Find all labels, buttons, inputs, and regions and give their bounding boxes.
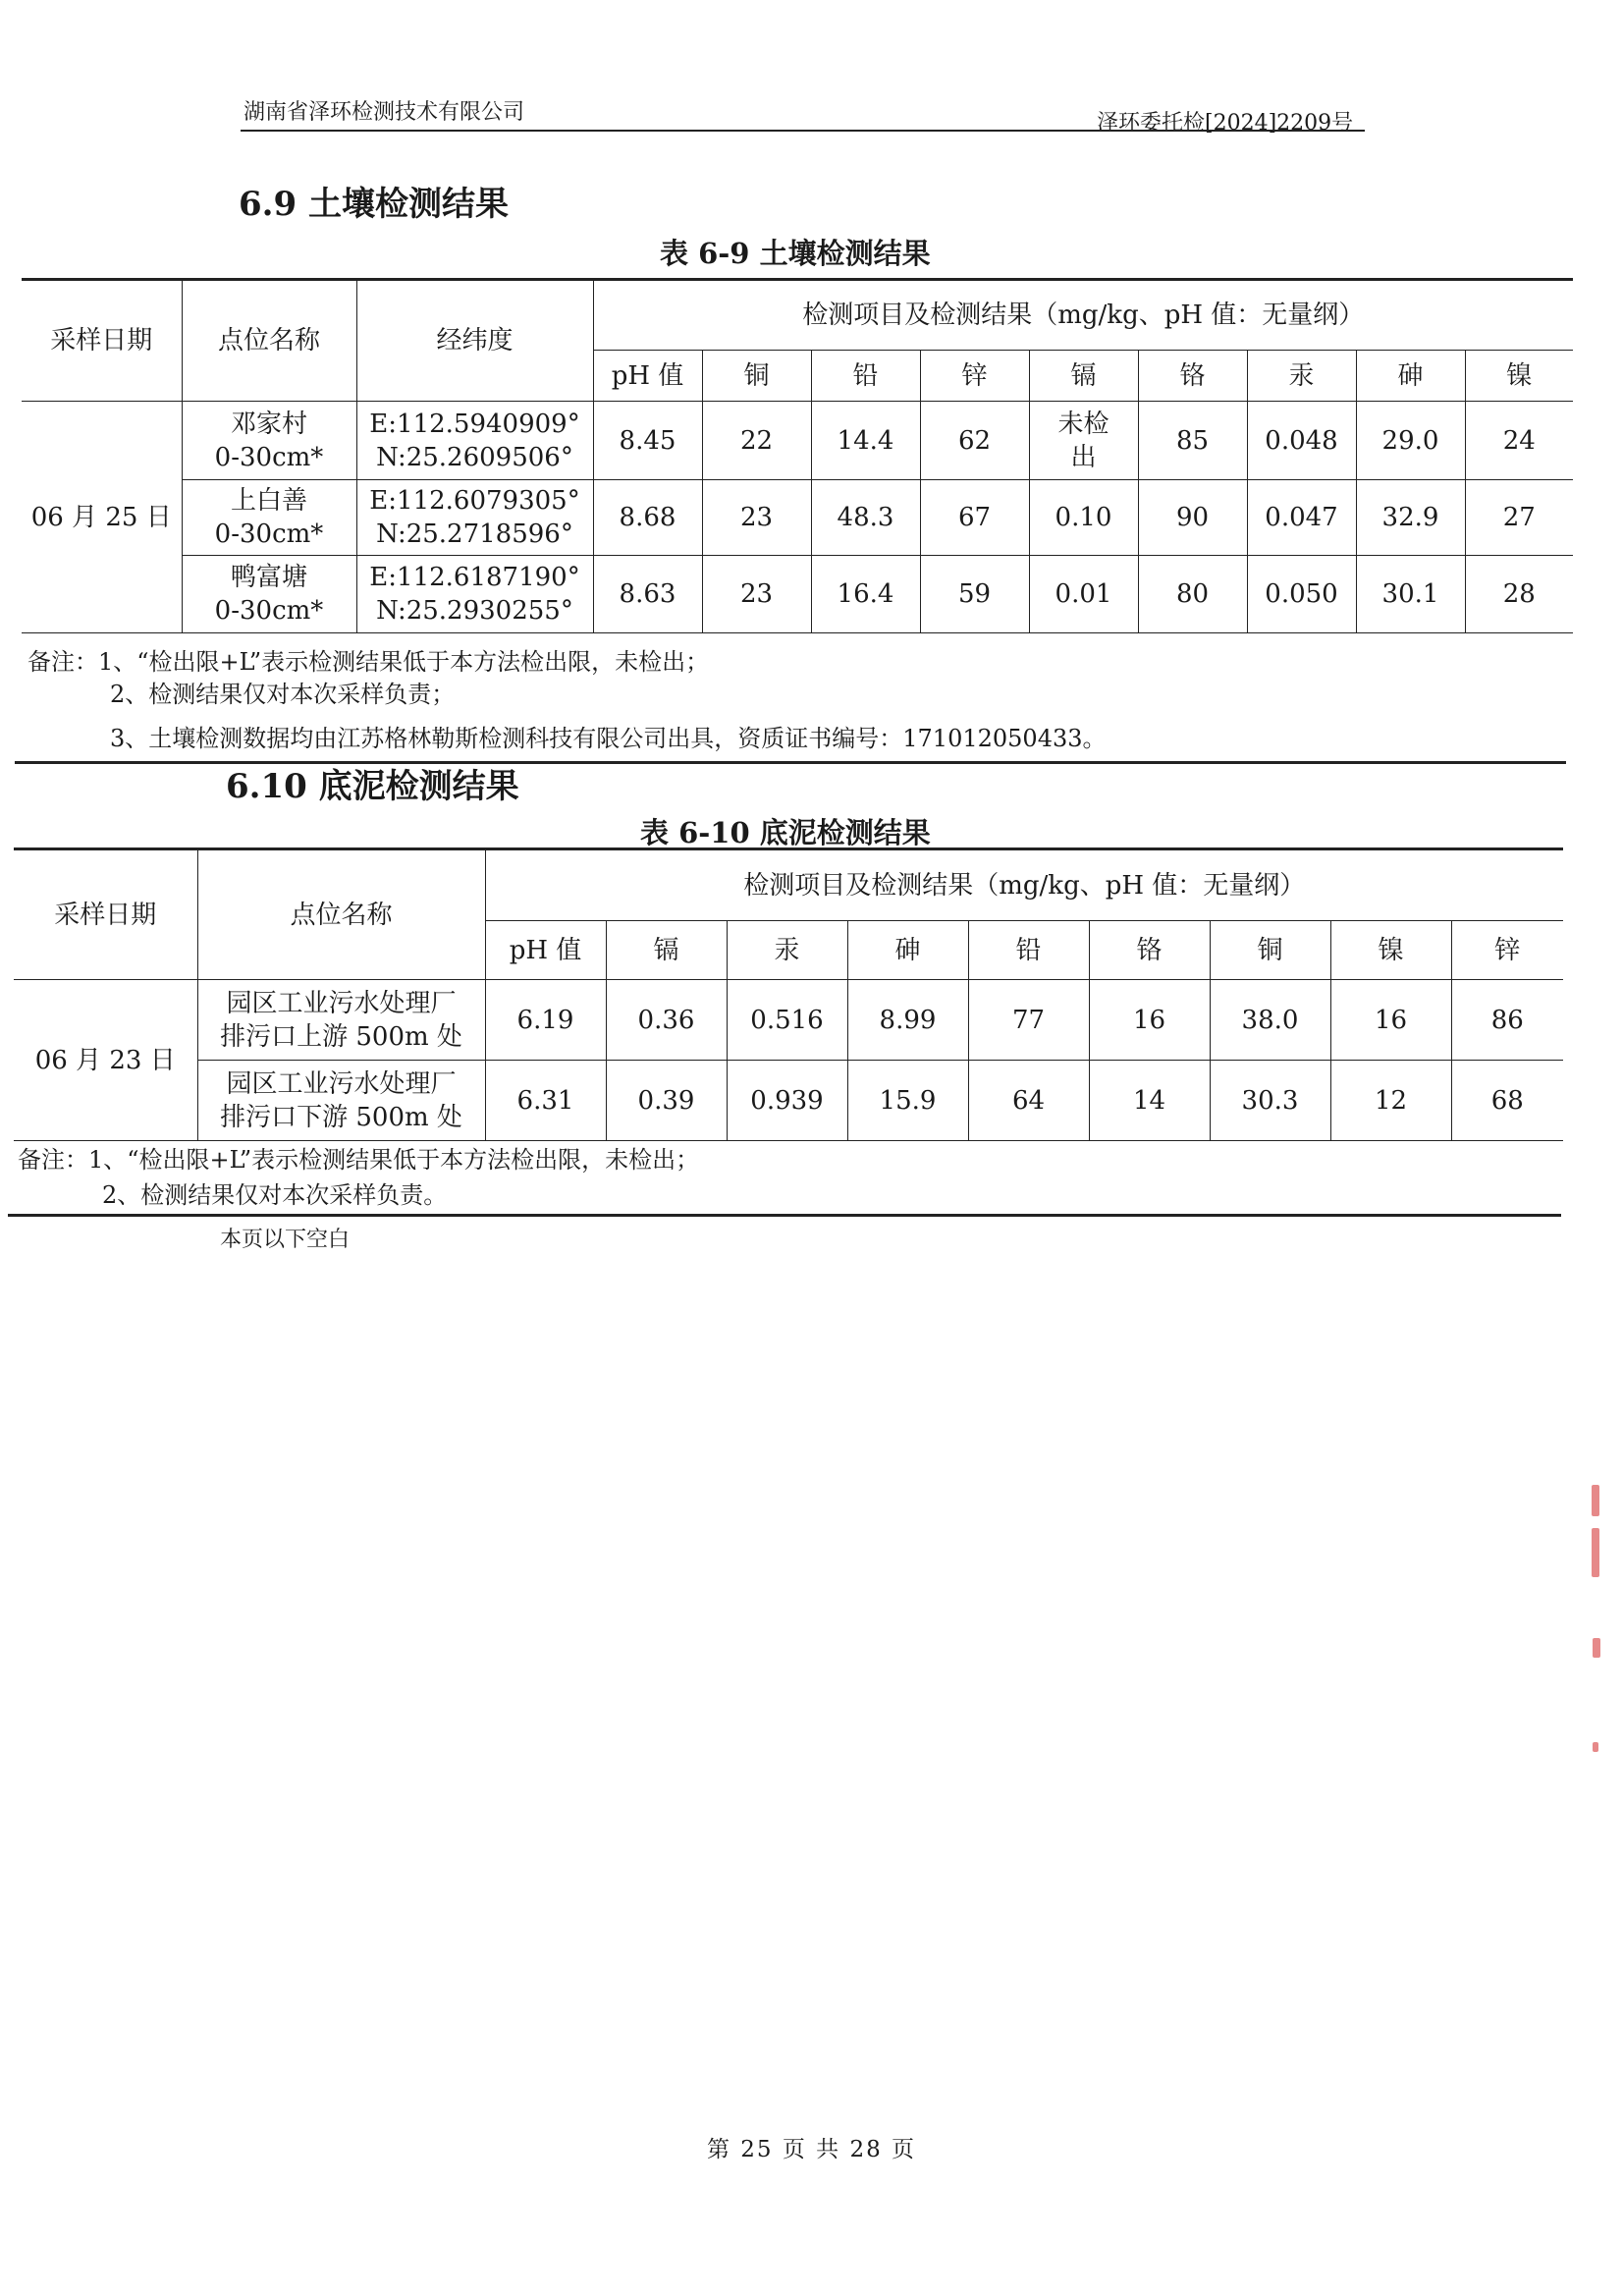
sediment-value: 8.99 [847,980,968,1061]
sediment-note-1: 备注：1、“检出限+L”表示检测结果低于本方法检出限，未检出； [18,1146,700,1174]
sediment-table-caption: 表 6-10 底泥检测结果 [640,816,931,849]
soil-note-2: 2、检测结果仅对本次采样负责； [110,681,456,708]
soil-value: 22 [702,402,811,480]
table-row [14,980,1563,1061]
sediment-note-2: 2、检测结果仅对本次采样负责。 [102,1181,448,1209]
soil-value: 80 [1138,556,1247,633]
soil-header-group: 检测项目及检测结果（mg/kg、pH 值：无量纲） [593,281,1573,351]
sediment-value: 38.0 [1210,980,1330,1061]
soil-point-cell: 邓家村 0-30cm* [182,402,356,480]
sediment-bottom-rule [8,1214,1561,1217]
sediment-value: 0.516 [727,980,847,1061]
soil-value: 85 [1138,402,1247,480]
report-number: 泽环委托检[2024]2209号 [1097,111,1354,136]
soil-item-header: 铅 [811,351,920,402]
seal-fragment [1592,1485,1599,1516]
table-row [22,480,1573,556]
sediment-date-cell: 06 月 23 日 [14,980,197,1141]
sediment-item-header: 镍 [1330,921,1451,980]
soil-note-3: 3、土壤检测数据均由江苏格林勒斯检测科技有限公司出具，资质证书编号：171012050433。 [110,725,1107,752]
sediment-item-header: 铅 [968,921,1089,980]
soil-item-header: 镍 [1465,351,1573,402]
soil-value: 90 [1138,480,1247,556]
blank-page-note: 本页以下空白 [220,1228,351,1252]
sediment-table [14,849,1563,1141]
seal-fragment [1593,1742,1598,1752]
soil-coord-cell: E:112.5940909° N:25.2609506° [356,402,593,480]
soil-header-coord: 经纬度 [356,281,593,402]
soil-item-header: 锌 [920,351,1029,402]
sediment-point-cell: 园区工业污水处理厂 排污口下游 500m 处 [197,1061,485,1141]
soil-table [22,280,1573,633]
soil-point-cell: 上白善 0-30cm* [182,480,356,556]
sediment-item-header: 汞 [727,921,847,980]
soil-value: 48.3 [811,480,920,556]
table-row [22,402,1573,480]
soil-value: 0.10 [1029,480,1138,556]
soil-value: 23 [702,480,811,556]
sediment-section-title: 6.10 底泥检测结果 [226,767,519,806]
soil-value: 30.1 [1356,556,1465,633]
sediment-value: 0.939 [727,1061,847,1141]
soil-header-date: 采样日期 [22,281,182,402]
sediment-header-point: 点位名称 [197,850,485,980]
soil-section-title: 6.9 土壤检测结果 [239,185,509,224]
table-row [14,1061,1563,1141]
header-divider [241,130,1365,132]
sediment-item-header: 铬 [1089,921,1210,980]
soil-value: 0.047 [1247,480,1356,556]
soil-value: 67 [920,480,1029,556]
soil-item-header: pH 值 [593,351,702,402]
soil-point-cell: 鸭富塘 0-30cm* [182,556,356,633]
sediment-value: 16 [1330,980,1451,1061]
soil-coord-cell: E:112.6187190° N:25.2930255° [356,556,593,633]
soil-value: 0.01 [1029,556,1138,633]
seal-fragment [1592,1528,1599,1577]
soil-value: 24 [1465,402,1573,480]
soil-header-point: 点位名称 [182,281,356,402]
sediment-value: 15.9 [847,1061,968,1141]
soil-value: 16.4 [811,556,920,633]
sediment-value: 14 [1089,1061,1210,1141]
soil-item-header: 铜 [702,351,811,402]
sediment-item-header: 锌 [1451,921,1563,980]
page-number: 第 25 页 共 28 页 [706,2137,917,2162]
soil-item-header: 镉 [1029,351,1138,402]
soil-value: 27 [1465,480,1573,556]
sediment-value: 86 [1451,980,1563,1061]
soil-value: 0.050 [1247,556,1356,633]
soil-value: 23 [702,556,811,633]
soil-value: 32.9 [1356,480,1465,556]
soil-value: 8.63 [593,556,702,633]
soil-value: 14.4 [811,402,920,480]
company-name: 湖南省泽环检测技术有限公司 [243,100,525,125]
sediment-value: 30.3 [1210,1061,1330,1141]
sediment-value: 64 [968,1061,1089,1141]
sediment-item-header: 铜 [1210,921,1330,980]
soil-value: 62 [920,402,1029,480]
sediment-item-header: 镉 [606,921,727,980]
sediment-value: 16 [1089,980,1210,1061]
soil-coord-cell: E:112.6079305° N:25.2718596° [356,480,593,556]
sediment-value: 0.39 [606,1061,727,1141]
sediment-value: 77 [968,980,1089,1061]
sediment-point-cell: 园区工业污水处理厂 排污口上游 500m 处 [197,980,485,1061]
soil-date-cell: 06 月 25 日 [22,402,182,633]
sediment-value: 6.19 [485,980,606,1061]
seal-fragment [1593,1638,1600,1658]
soil-value: 未检出 [1029,402,1138,480]
soil-item-header: 铬 [1138,351,1247,402]
soil-value: 8.45 [593,402,702,480]
soil-item-header: 砷 [1356,351,1465,402]
sediment-header-date: 采样日期 [14,850,197,980]
sediment-value: 6.31 [485,1061,606,1141]
soil-table-caption: 表 6-9 土壤检测结果 [660,237,931,270]
sediment-value: 0.36 [606,980,727,1061]
soil-item-header: 汞 [1247,351,1356,402]
sediment-item-header: 砷 [847,921,968,980]
soil-value: 28 [1465,556,1573,633]
soil-value: 8.68 [593,480,702,556]
soil-value: 0.048 [1247,402,1356,480]
sediment-value: 68 [1451,1061,1563,1141]
soil-note-1: 备注：1、“检出限+L”表示检测结果低于本方法检出限，未检出； [27,648,710,676]
sediment-header-group: 检测项目及检测结果（mg/kg、pH 值：无量纲） [485,850,1563,921]
soil-value: 59 [920,556,1029,633]
sediment-value: 12 [1330,1061,1451,1141]
table-row [22,556,1573,633]
sediment-item-header: pH 值 [485,921,606,980]
soil-value: 29.0 [1356,402,1465,480]
